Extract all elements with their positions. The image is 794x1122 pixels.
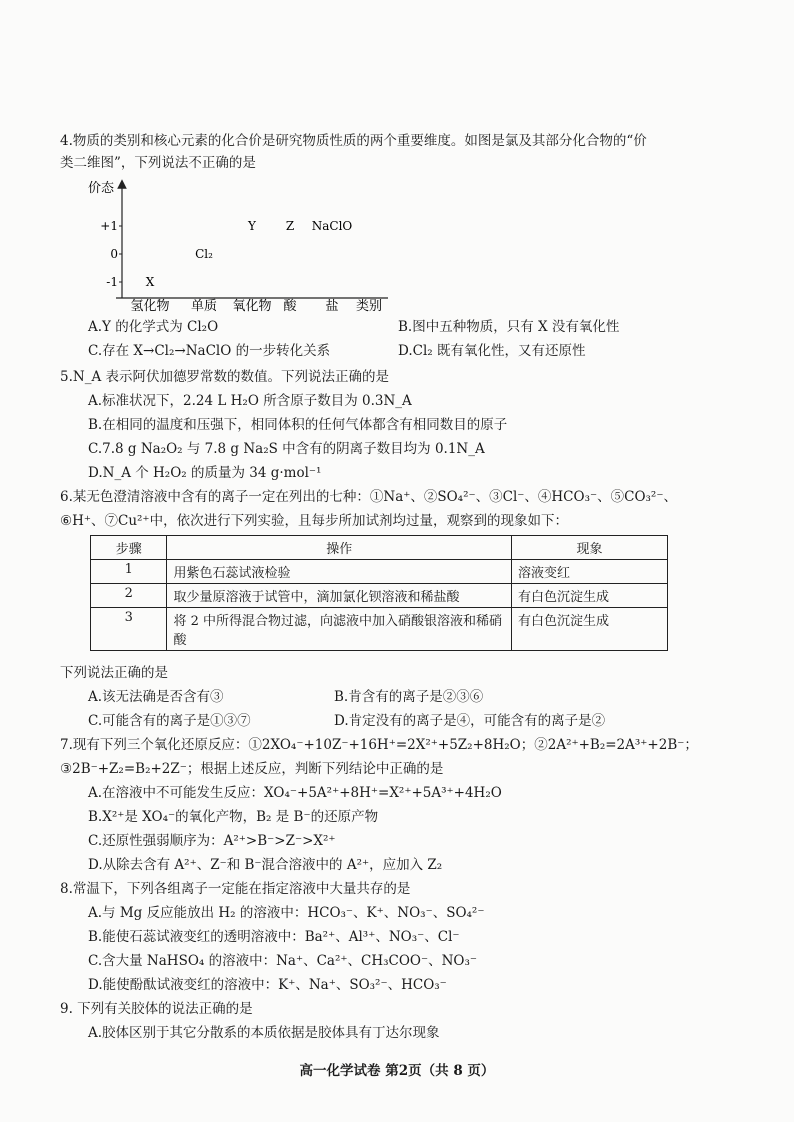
q4-stem-line1: 4.物质的类别和核心元素的化合价是研究物质性质的两个重要维度。如图是氯及其部分化合物的“价: [60, 133, 647, 149]
q7-option-d: D.从除去含有 A²⁺、Z⁻和 B⁻混合溶液中的 A²⁺，应加入 Z₂: [88, 857, 443, 873]
q4-option-c: C.存在 X→Cl₂→NaClO 的一步转化关系: [88, 343, 331, 359]
q8-option-c: C.含大量 NaHSO₄ 的溶液中：Na⁺、Ca²⁺、CH₃COO⁻、NO₃⁻: [88, 953, 478, 969]
table-row: [91, 608, 668, 651]
q7-option-c: C.还原性强弱顺序为：A²⁺>B⁻>Z⁻>X²⁺: [88, 833, 336, 849]
q4-option-d: D.Cl₂ 既有氧化性，又有还原性: [398, 343, 586, 359]
y-tick-label: -1: [106, 275, 118, 289]
q9-stem: 9. 下列有关胶体的说法正确的是: [60, 1001, 253, 1017]
q4-option-a: A.Y 的化学式为 Cl₂O: [88, 319, 219, 335]
q6-ask: 下列说法正确的是: [60, 665, 168, 681]
q5-option-c: C.7.8 g Na₂O₂ 与 7.8 g Na₂S 中含有的阴离子数目均为 0.1N_A: [88, 441, 485, 457]
q5-stem: 5.N_A 表示阿伏加德罗常数的数值。下列说法正确的是: [60, 369, 389, 385]
data-point-label: NaClO: [311, 219, 353, 233]
q7-option-b: B.X²⁺是 XO₄⁻的氧化产物，B₂ 是 B⁻的还原产物: [88, 809, 379, 825]
data-point-label: Z: [285, 219, 295, 233]
experiment-table: [90, 535, 668, 651]
q6-stem-line1: 6.某无色澄清溶液中含有的离子一定在列出的七种：①Na⁺、②SO₄²⁻、③Cl⁻、④HCO₃⁻、⑤CO₃²⁻、: [60, 489, 677, 505]
valence-category-chart: [88, 178, 398, 313]
x-tick-label: 氢化物: [130, 299, 170, 313]
table-cell: 用紫色石蕊试液检验: [167, 560, 512, 584]
table-row: [91, 560, 668, 584]
q6-option-b: B.肯含有的离子是②③⑥: [334, 689, 484, 705]
y-tick-label: +1: [100, 219, 118, 233]
page-footer: 高一化学试卷 第2页（共 8 页）: [299, 1063, 495, 1079]
q8-stem: 8.常温下，下列各组离子一定能在指定溶液中大量共存的是: [60, 881, 411, 897]
table-cell: 1: [91, 560, 167, 584]
q5-option-a: A.标准状况下，2.24 L H₂O 所含原子数目为 0.3N_A: [88, 393, 412, 409]
table-cell: 2: [91, 584, 167, 608]
q5-option-d: D.N_A 个 H₂O₂ 的质量为 34 g·mol⁻¹: [88, 465, 322, 481]
q6-option-a: A.该无法确是否含有③: [88, 689, 224, 705]
q4-stem-line2: 类二维图”，下列说法不正确的是: [60, 155, 256, 171]
q6-stem-line2: ⑥H⁺、⑦Cu²⁺中，依次进行下列实验，且每步所加试剂均过量，观察到的现象如下：: [60, 513, 569, 529]
x-axis-label: 类别: [356, 299, 383, 313]
y-axis-label: 价态: [88, 181, 115, 196]
q5-option-b: B.在相同的温度和压强下，相同体积的任何气体都含有相同数目的原子: [88, 417, 508, 433]
q6-option-c: C.可能含有的离子是①③⑦: [88, 713, 251, 729]
q8-option-a: A.与 Mg 反应能放出 H₂ 的溶液中：HCO₃⁻、K⁺、NO₃⁻、SO₄²⁻: [88, 905, 485, 921]
table-header: 操作: [167, 536, 512, 560]
table-cell: 将 2 中所得混合物过滤，向滤液中加入硝酸银溶液和稀硝酸: [167, 608, 512, 651]
q7-stem-line2: ③2B⁻+Z₂=B₂+2Z⁻；根据上述反应，判断下列结论中正确的是: [60, 761, 444, 777]
table-cell: 有白色沉淀生成: [512, 584, 668, 608]
table-header: 现象: [512, 536, 668, 560]
table-cell: 取少量原溶液于试管中，滴加氯化钡溶液和稀盐酸: [167, 584, 512, 608]
q4-option-b: B.图中五种物质，只有 X 没有氧化性: [398, 319, 620, 335]
table-cell: 溶液变红: [512, 560, 668, 584]
q6-option-d: D.肯定没有的离子是④，可能含有的离子是②: [334, 713, 606, 729]
table-header: 步骤: [91, 536, 167, 560]
q7-option-a: A.在溶液中不可能发生反应：XO₄⁻+5A²⁺+8H⁺=X²⁺+5A³⁺+4H₂O: [88, 785, 502, 801]
data-point-label: Y: [248, 219, 256, 233]
table-cell: 3: [91, 608, 167, 651]
q8-option-d: D.能使酚酞试液变红的溶液中：K⁺、Na⁺、SO₃²⁻、HCO₃⁻: [88, 977, 447, 993]
x-tick-label: 单质: [190, 299, 218, 313]
data-point-label: Cl₂: [195, 247, 213, 261]
x-tick-label: 酸: [283, 299, 297, 313]
table-header-row: [91, 536, 668, 560]
x-tick-label: 盐: [325, 299, 339, 313]
q9-option-a: A.胶体区别于其它分散系的本质依据是胶体具有丁达尔现象: [88, 1025, 440, 1041]
q7-stem-line1: 7.现有下列三个氧化还原反应：①2XO₄⁻+10Z⁻+16H⁺=2X²⁺+5Z₂+8H₂O；②2A²⁺+B₂=2A³⁺+2B⁻；: [60, 737, 698, 753]
data-point-label: X: [145, 275, 155, 289]
q8-option-b: B.能使石蕊试液变红的透明溶液中：Ba²⁺、Al³⁺、NO₃⁻、Cl⁻: [88, 929, 460, 945]
table-cell: 有白色沉淀生成: [512, 608, 668, 651]
table-row: [91, 584, 668, 608]
y-tick-label: 0: [110, 247, 118, 261]
x-tick-label: 氧化物: [232, 299, 272, 313]
